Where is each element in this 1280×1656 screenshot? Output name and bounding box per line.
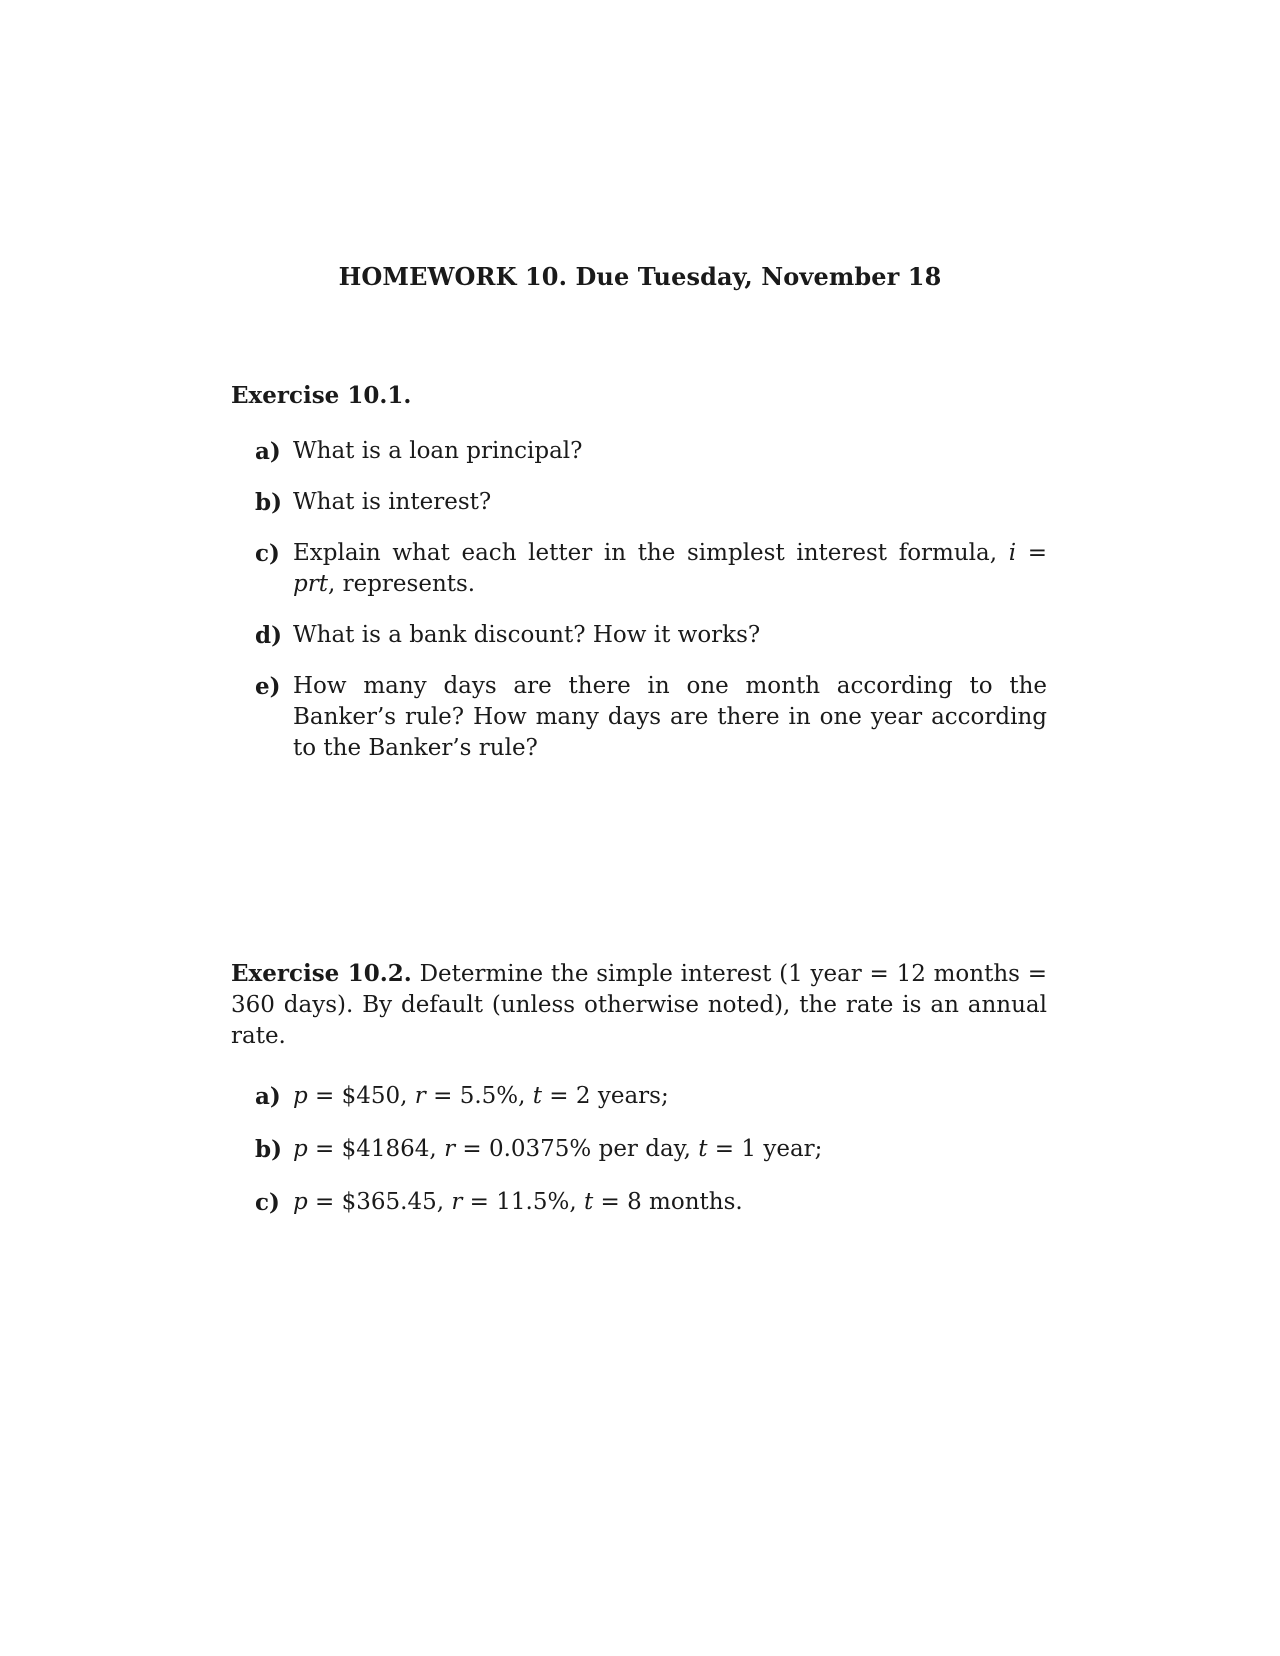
question-item <box>231 487 1047 518</box>
question-text: What is a bank discount? How it works? <box>293 622 761 648</box>
problem-item <box>231 1187 1047 1218</box>
exercise-10-2 <box>231 958 1047 1218</box>
formula-equals: = <box>1016 540 1048 566</box>
variable-t: t <box>698 1136 708 1162</box>
value-p: = $41864, <box>307 1136 445 1162</box>
item-label: d) <box>255 622 282 649</box>
item-label: a) <box>255 438 281 465</box>
page-title: HOMEWORK 10. Due Tuesday, November 18 <box>338 262 942 291</box>
variable-p: p <box>293 1189 308 1215</box>
exercise-10-1 <box>231 380 1047 764</box>
question-item <box>231 538 1047 600</box>
variable-p: p <box>293 1136 308 1162</box>
variable-r: r <box>414 1083 426 1109</box>
exercise-intro <box>231 958 1047 1052</box>
question-text: What is a loan principal? <box>293 438 583 464</box>
item-label: e) <box>255 673 281 700</box>
variable-r: r <box>451 1189 463 1215</box>
value-t: = 2 years; <box>542 1083 669 1109</box>
variable-t: t <box>583 1189 594 1215</box>
exercise-heading: Exercise 10.2. <box>231 960 412 987</box>
variable-t: t <box>532 1083 542 1109</box>
item-label: c) <box>255 1189 280 1216</box>
exercise-intro-text: Determine the simple interest (1 year = 12 months = 360 days). By default (unless otherwise noted), the rate is an annual rate. <box>231 961 1047 1049</box>
value-r: = 0.0375% per day, <box>455 1136 699 1162</box>
item-label: b) <box>255 489 282 516</box>
question-item <box>231 436 1047 467</box>
variable-p: p <box>293 1083 308 1109</box>
question-text: Explain what each letter in the simplest interest formula, <box>293 540 1009 566</box>
item-label: a) <box>255 1083 281 1110</box>
value-t: = 1 year; <box>707 1136 823 1162</box>
question-list <box>231 436 1047 764</box>
question-text: What is interest? <box>293 489 492 515</box>
item-label: c) <box>255 540 280 567</box>
formula-variable: i <box>1008 540 1017 566</box>
value-p: = $450, <box>307 1083 415 1109</box>
variable-r: r <box>444 1136 456 1162</box>
problem-item <box>231 1081 1047 1112</box>
question-text: How many days are there in one month according to the Banker’s rule? How many days are there in one year according to the Banker’s rule? <box>293 673 1047 761</box>
question-item <box>231 620 1047 651</box>
value-r: = 11.5%, <box>462 1189 584 1215</box>
exercise-heading: Exercise 10.1. <box>231 382 412 409</box>
question-item <box>231 671 1047 764</box>
value-t: = 8 months. <box>593 1189 743 1215</box>
question-text: , represents. <box>327 571 476 597</box>
formula-expression: prt <box>293 571 328 597</box>
problem-item <box>231 1134 1047 1165</box>
item-label: b) <box>255 1136 282 1163</box>
problem-list <box>231 1081 1047 1218</box>
value-p: = $365.45, <box>307 1189 452 1215</box>
value-r: = 5.5%, <box>425 1083 533 1109</box>
